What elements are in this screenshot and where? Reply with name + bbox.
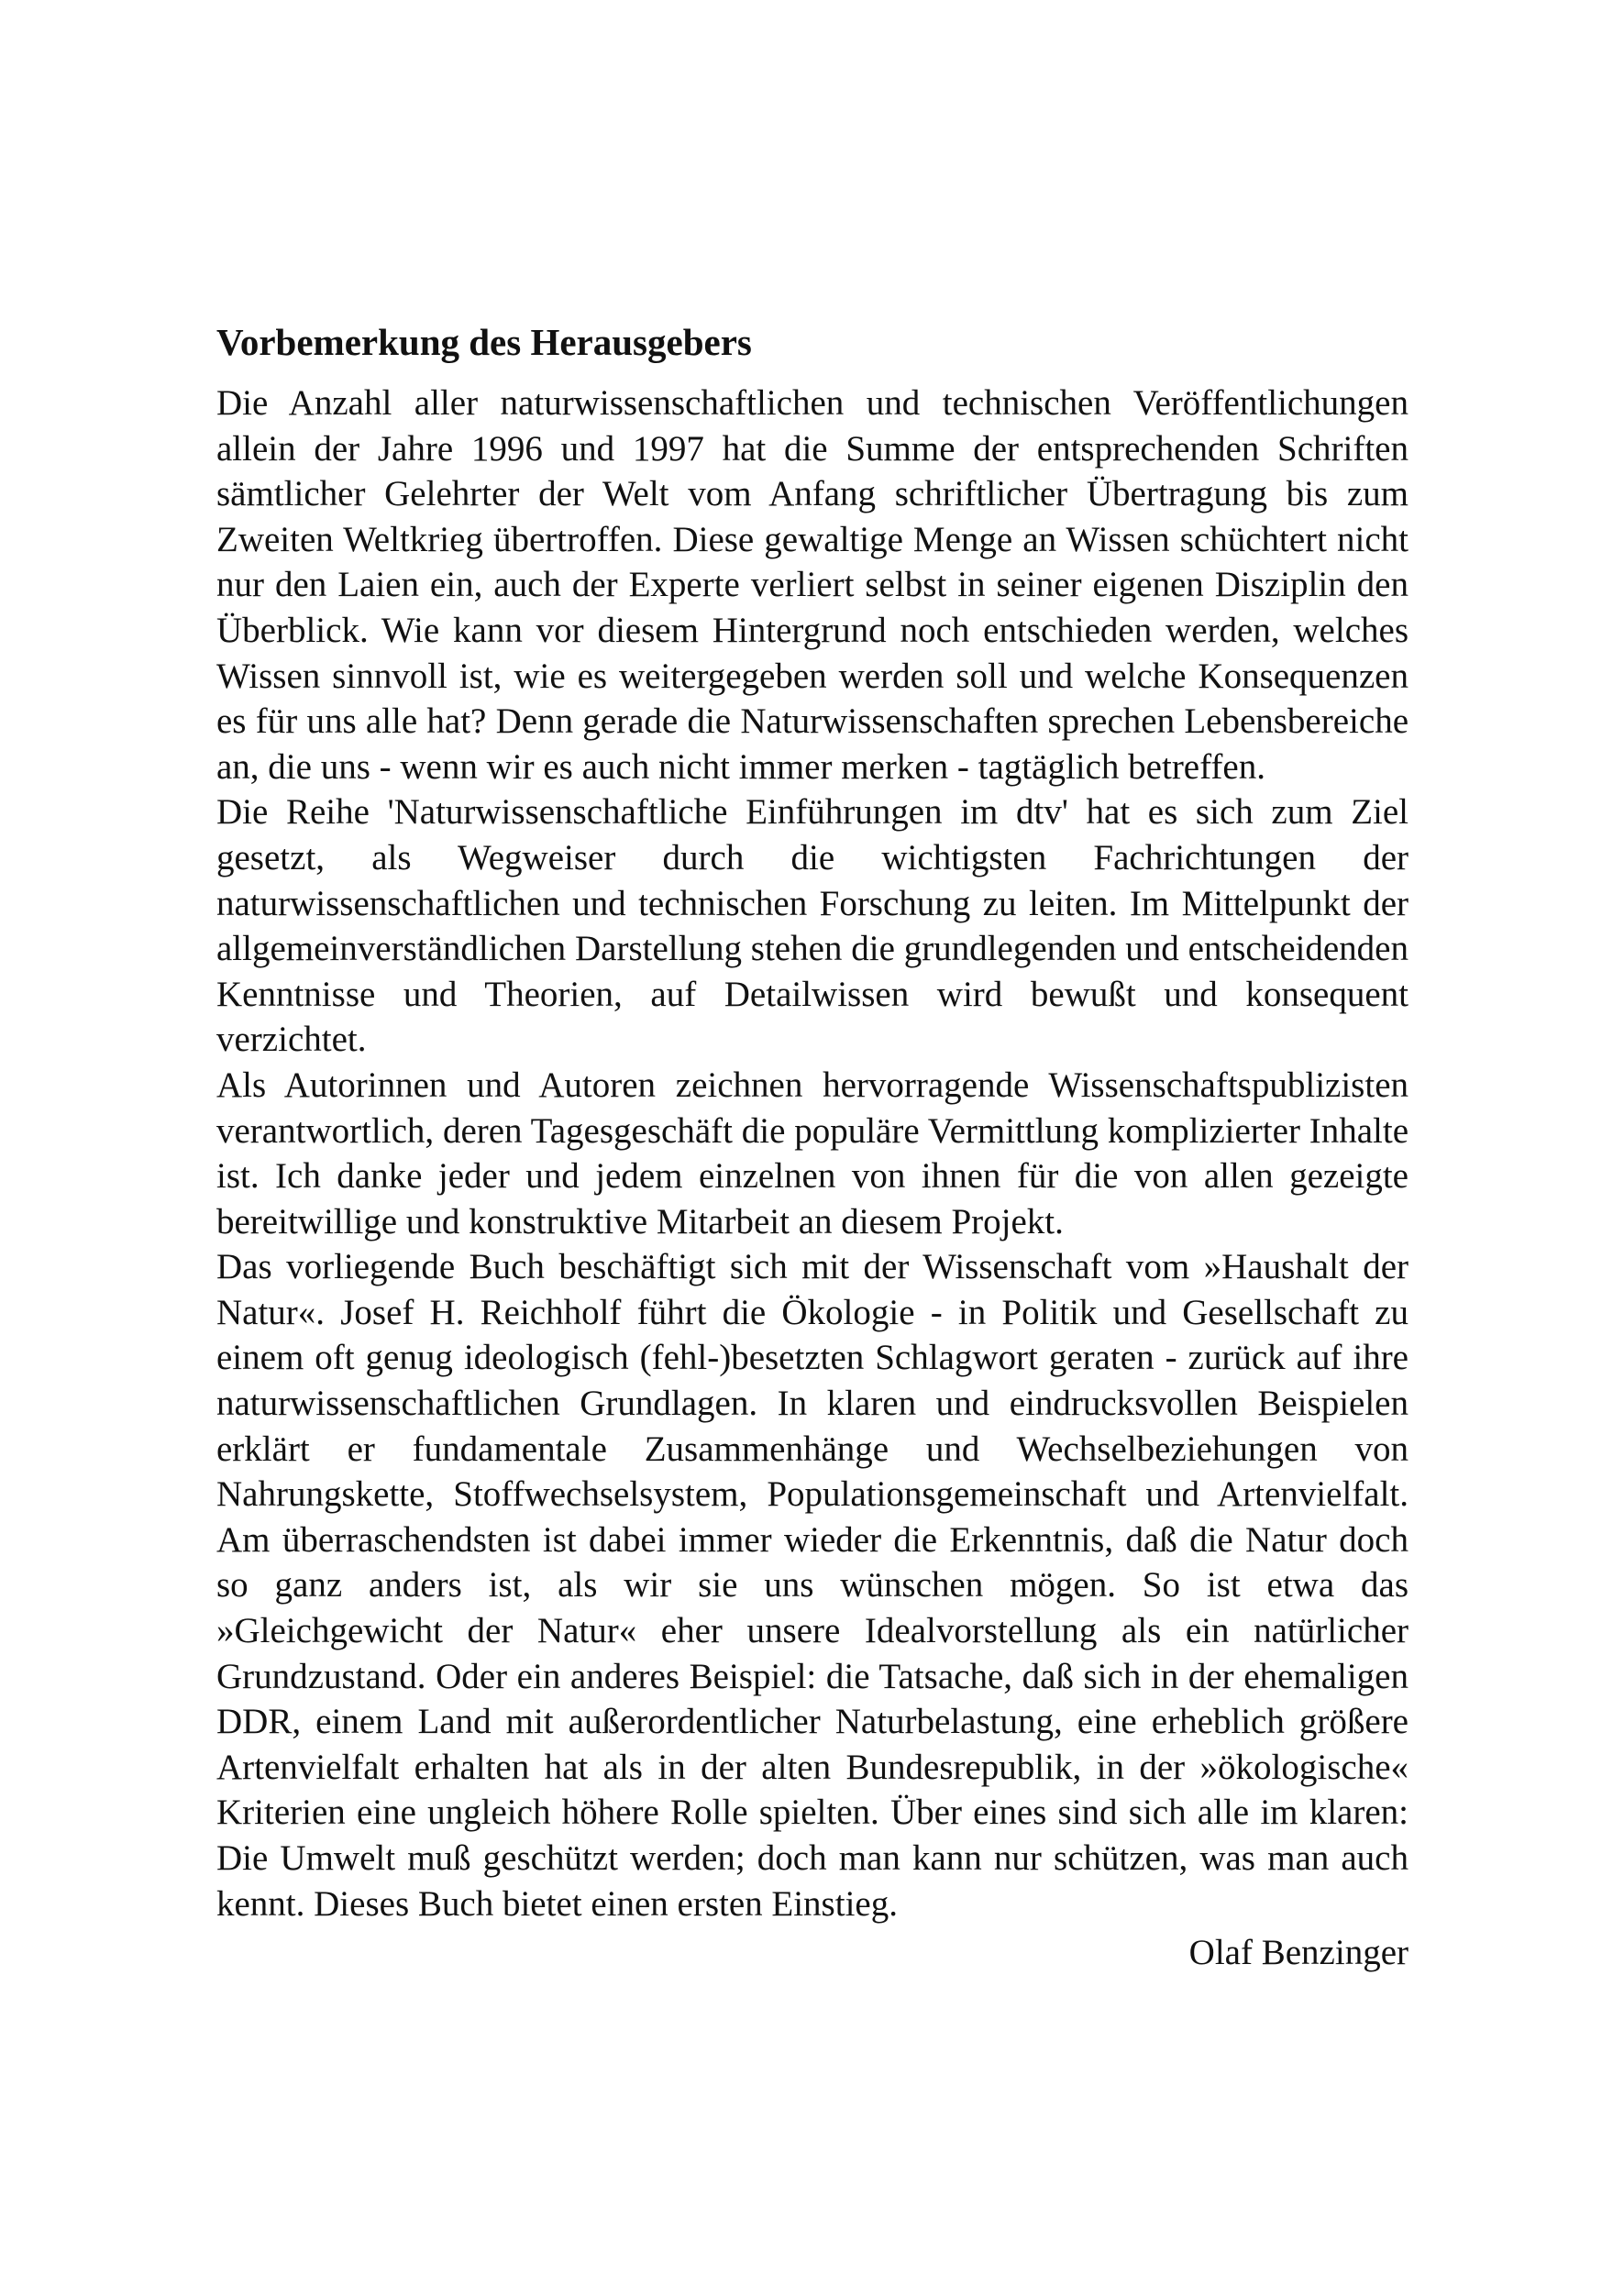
paragraph-series: Die Reihe 'Naturwissenschaftliche Einführungen im dtv' hat es sich zum Ziel gesetzt, als Wegweiser durch die wichtigsten Fachrichtungen der naturwissenschaftlichen und technischen Forschung zu leiten. Im Mittelpunkt der allgemeinverständlichen Darstellung stehen die grundlegenden und entscheidenden Kenntnisse und Theorien, auf Detailwissen wird bewußt und konsequent verzichtet.: [216, 792, 1409, 1060]
paragraph-authors: Als Autorinnen und Autoren zeichnen hervorragende Wissenschaftspublizisten verantwortlich, deren Tagesgeschäft die populäre Vermittlung komplizierter Inhalte ist. Ich danke jeder und jedem einzelnen von ihnen für die von allen gezeigte bereitwillige und konstruktive Mitarbeit an diesem Projekt.: [216, 1065, 1409, 1241]
paragraph-book: Das vorliegende Buch beschäftigt sich mit der Wissenschaft vom »Haushalt der Natur«. Josef H. Reichholf führt die Ökologie - in Politik und Gesellschaft zu einem oft genug ideologisch (fehl-)besetzten Schlagwort geraten - zurück auf ihre naturwissenschaftlichen Grundlagen. In klaren und eindrucksvollen Beispielen erklärt er fundamentale Zusammenhänge und Wechselbeziehungen von Nahrungskette, Stoffwechselsystem, Populationsgemeinschaft und Artenvielfalt. Am überraschendsten ist dabei immer wieder die Erkenntnis, daß die Natur doch so ganz anders ist, als wir sie uns wünschen mögen. So ist etwa das »Gleichgewicht der Natur« eher unsere Idealvorstellung als ein natürlicher Grundzustand. Oder ein anderes Beispiel: die Tatsache, daß sich in der ehemaligen DDR, einem Land mit außerordentlicher Naturbelastung, eine erheblich größere Artenvielfalt erhalten hat als in der alten Bundesrepublik, in der »ökologische« Kriterien eine ungleich höhere Rolle spielten. Über eines sind sich alle im klaren: Die Umwelt muß geschützt werden; doch man kann nur schützen, was man auch kennt. Dieses Buch bietet einen ersten Einstieg.: [216, 1247, 1409, 1924]
paragraph-intro: Die Anzahl aller naturwissenschaftlichen und technischen Veröffentlichungen allein der Jahre 1996 und 1997 hat die Summe der entsprechenden Schriften sämtlicher Gelehrter der Welt vom Anfang schriftlicher Übertragung bis zum Zweiten Weltkrieg übertroffen. Diese gewaltige Menge an Wissen schüchtert nicht nur den Laien ein, auch der Experte verliert selbst in seiner eigenen Disziplin den Überblick. Wie kann vor diesem Hintergrund noch entschieden werden, welches Wissen sinnvoll ist, wie es weitergegeben werden soll und welche Konsequenzen es für uns alle hat? Denn gerade die Naturwissenschaften sprechen Lebensbereiche an, die uns - wenn wir es auch nicht immer merken - tagtäglich betreffen.: [216, 383, 1409, 787]
page-title: Vorbemerkung des Herausgebers: [216, 321, 752, 363]
document-page: [216, 316, 1409, 1976]
signature: Olaf Benzinger: [1188, 1933, 1409, 1973]
